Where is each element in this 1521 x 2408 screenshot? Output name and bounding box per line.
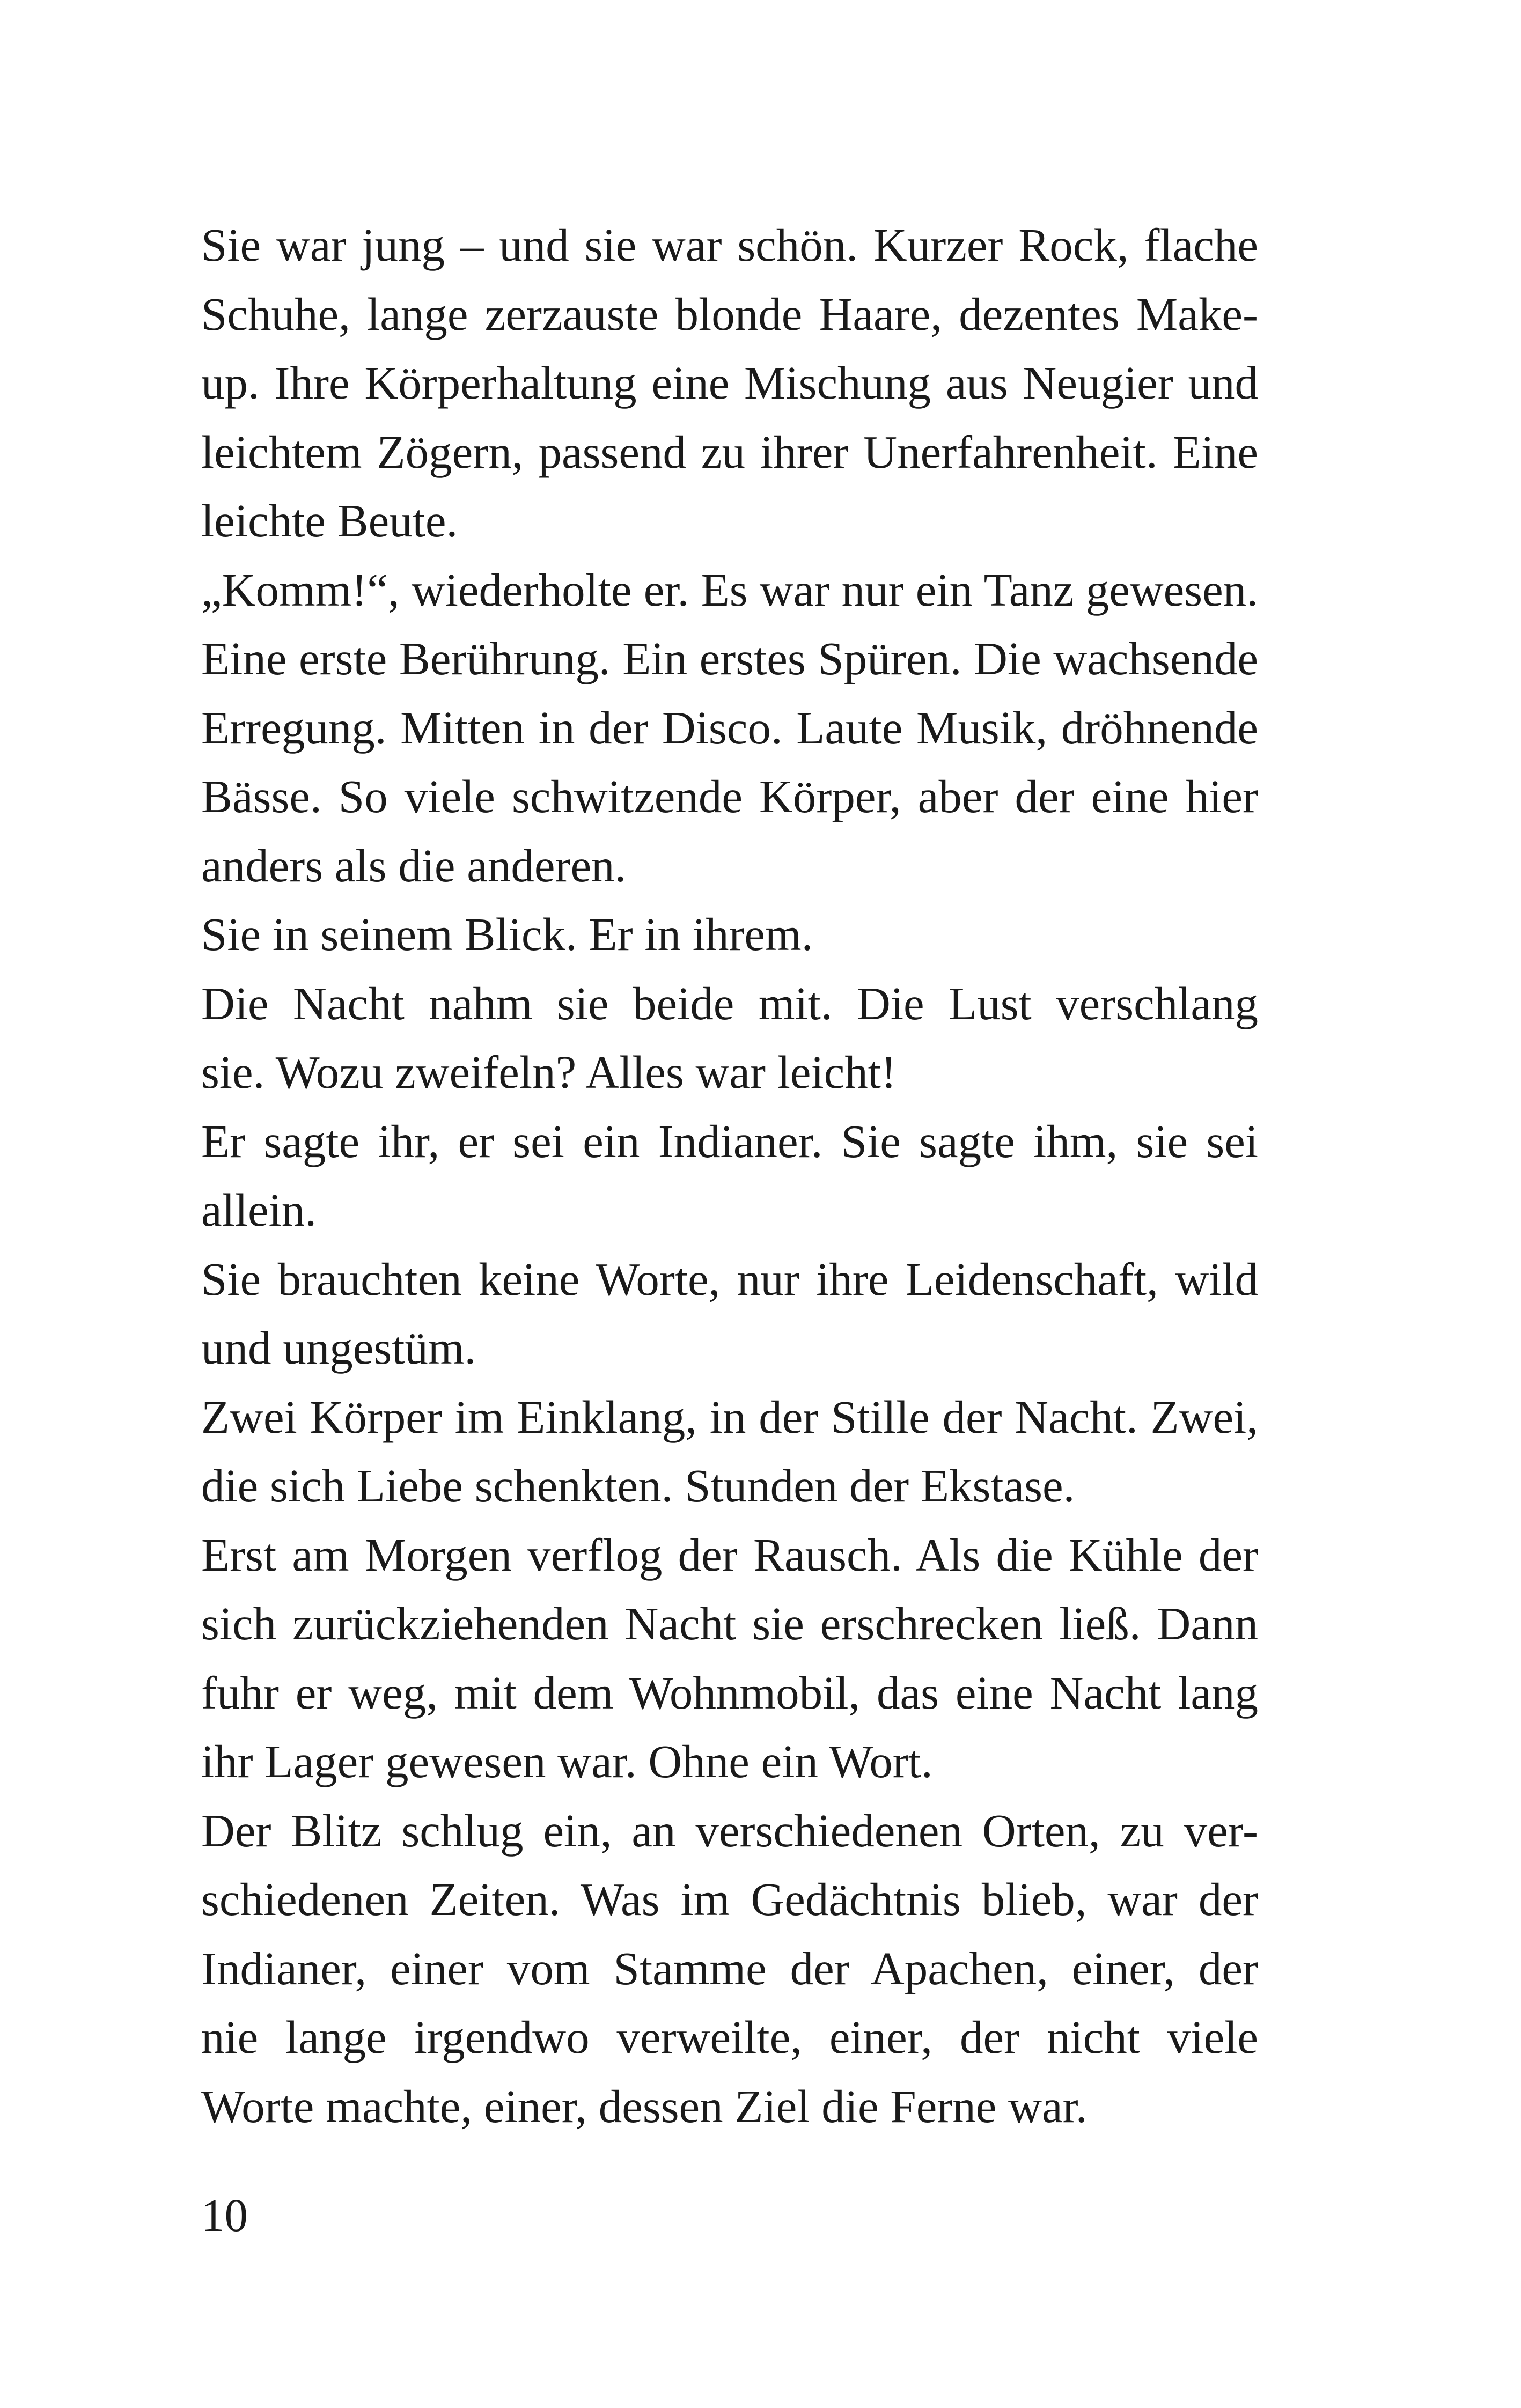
text-line: leichte Beute. — [201, 495, 458, 547]
text-line: Der Blitz schlug ein, an verschiedenen Orten, zu ver- — [201, 1804, 1258, 1857]
text-line: fuhr er weg, mit dem Wohnmobil, das eine Nacht lang — [201, 1666, 1258, 1719]
text-line: sie. Wozu zweifeln? Alles war leicht! — [201, 1046, 897, 1098]
text-line: Sie war jung – und sie war schön. Kurzer Rock, flache — [201, 219, 1258, 271]
text-line: Eine erste Berührung. Ein erstes Spüren. Die wachsende — [201, 632, 1258, 684]
text-line: ihr Lager gewesen war. Ohne ein Wort. — [201, 1735, 933, 1787]
page-number: 10 — [201, 2189, 248, 2241]
text-line: Worte machte, einer, dessen Ziel die Ferne war. — [201, 2080, 1088, 2132]
text-line: Er sagte ihr, er sei ein Indianer. Sie sagte ihm, sie sei — [201, 1115, 1258, 1167]
text-line: Erst am Morgen verflog der Rausch. Als die Kühle der — [201, 1528, 1258, 1581]
text-line: anders als die anderen. — [201, 839, 627, 892]
text-line: allein. — [201, 1184, 317, 1236]
text-line: Zwei Körper im Einklang, in der Stille der Nacht. Zwei, — [201, 1390, 1258, 1443]
body-text — [201, 211, 1258, 2141]
text-line: Sie brauchten keine Worte, nur ihre Leidenschaft, wild — [201, 1253, 1258, 1305]
text-line: Schuhe, lange zerzauste blonde Haare, dezentes Make- — [201, 288, 1258, 340]
text-line: Indianer, einer vom Stamme der Apachen, einer, der — [201, 1942, 1258, 1994]
text-line: Sie in seinem Blick. Er in ihrem. — [201, 908, 813, 960]
text-line: Die Nacht nahm sie beide mit. Die Lust verschlang — [201, 977, 1258, 1029]
text-line: nie lange irgendwo verweilte, einer, der nicht viele — [201, 2011, 1258, 2063]
text-line: leichtem Zögern, passend zu ihrer Unerfahrenheit. Eine — [201, 425, 1258, 478]
text-line: up. Ihre Körperhaltung eine Mischung aus Neugier und — [201, 357, 1258, 409]
text-line: schiedenen Zeiten. Was im Gedächtnis blieb, war der — [201, 1873, 1258, 1925]
text-line: Erregung. Mitten in der Disco. Laute Musik, dröhnende — [201, 701, 1258, 754]
text-line: sich zurückziehenden Nacht sie erschrecken ließ. Dann — [201, 1597, 1258, 1649]
text-line: Bässe. So viele schwitzende Körper, aber der eine hier — [201, 770, 1258, 822]
text-line: „Komm!“, wiederholte er. Es war nur ein Tanz gewesen. — [201, 563, 1258, 616]
text-line: und ungestüm. — [201, 1322, 476, 1374]
text-line: die sich Liebe schenkten. Stunden der Ekstase. — [201, 1460, 1075, 1512]
